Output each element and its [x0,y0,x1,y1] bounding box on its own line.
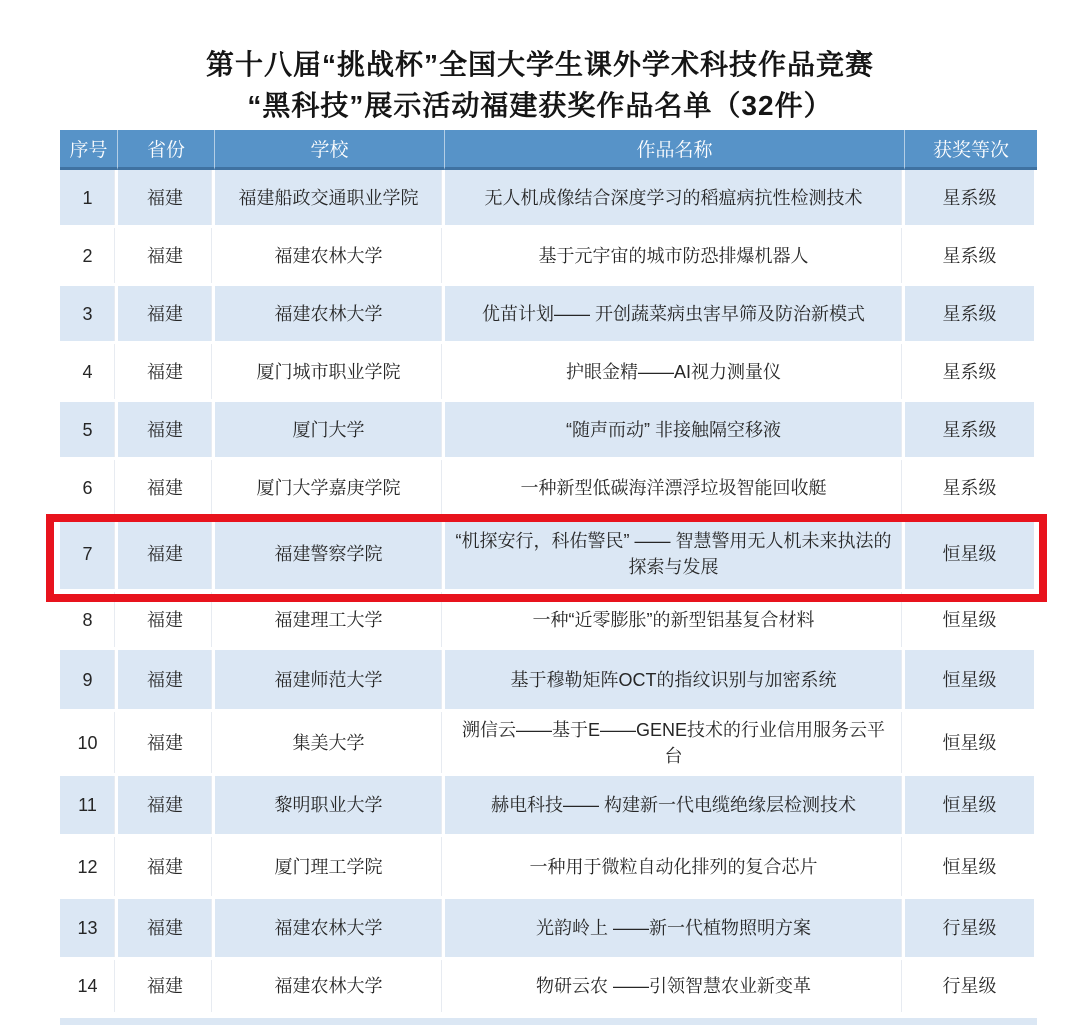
cell-province: 福建 [118,344,215,402]
cell-province: 福建 [118,170,215,228]
table-row [60,650,1037,712]
cell-award: 星系级 [905,286,1037,344]
table-row [60,899,1037,960]
cell-award: 星系级 [905,228,1037,286]
table-body [60,170,1037,1015]
cell-award: 星系级 [905,402,1037,460]
cell-work: 优苗计划—— 开创蔬菜病虫害早筛及防治新模式 [445,286,905,344]
cell-work: 物研云农 ——引领智慧农业新变革 [445,960,905,1015]
cell-no: 4 [60,344,118,402]
cell-award: 行星级 [905,899,1037,960]
cell-school: 厦门城市职业学院 [215,344,445,402]
cell-province: 福建 [118,286,215,344]
cell-work: 基于元宇宙的城市防恐排爆机器人 [445,228,905,286]
cell-work: 一种新型低碳海洋漂浮垃圾智能回收艇 [445,460,905,518]
cell-award: 恒星级 [905,712,1037,776]
cell-work: “机探安行，科佑警民” —— 智慧警用无人机未来执法的探索与发展 [445,518,905,592]
header-no: 序号 [60,130,118,170]
table-row [60,286,1037,344]
title-line-1: 第十八届“挑战杯”全国大学生课外学术科技作品竞赛 [205,49,874,80]
cell-no: 1 [60,170,118,228]
cell-award: 行星级 [905,960,1037,1015]
cell-award: 星系级 [905,460,1037,518]
partial-next-row [60,1018,1037,1025]
cell-school: 福建警察学院 [215,518,445,592]
cell-award: 星系级 [905,344,1037,402]
cell-province: 福建 [118,776,215,837]
cell-province: 福建 [118,228,215,286]
cell-province: 福建 [118,899,215,960]
cell-award: 恒星级 [905,650,1037,712]
cell-province: 福建 [118,460,215,518]
cell-school: 福建师范大学 [215,650,445,712]
highlighted-table-row [60,518,1037,592]
header-row [60,130,1037,170]
table-row [60,344,1037,402]
table-row [60,776,1037,837]
cell-no: 12 [60,837,118,899]
cell-work: 无人机成像结合深度学习的稻瘟病抗性检测技术 [445,170,905,228]
cell-province: 福建 [118,518,215,592]
cell-school: 集美大学 [215,712,445,776]
header-award: 获奖等次 [905,130,1037,170]
cell-no: 3 [60,286,118,344]
cell-no: 9 [60,650,118,712]
header-school: 学校 [215,130,445,170]
cell-work: 基于穆勒矩阵OCT的指纹识别与加密系统 [445,650,905,712]
table-row [60,228,1037,286]
cell-no: 6 [60,460,118,518]
cell-no: 11 [60,776,118,837]
cell-province: 福建 [118,592,215,650]
cell-work: 一种用于微粒自动化排列的复合芯片 [445,837,905,899]
page-title [0,44,1080,126]
cell-no: 5 [60,402,118,460]
table-row [60,460,1037,518]
cell-school: 厦门大学 [215,402,445,460]
header-province: 省份 [118,130,215,170]
table-row [60,960,1037,1015]
cell-school: 福建船政交通职业学院 [215,170,445,228]
cell-work: 护眼金精——AI视力测量仪 [445,344,905,402]
cell-province: 福建 [118,960,215,1015]
cell-work: 一种“近零膨胀”的新型铝基复合材料 [445,592,905,650]
cell-school: 福建理工大学 [215,592,445,650]
cell-school: 厦门理工学院 [215,837,445,899]
cell-award: 恒星级 [905,518,1037,592]
cell-no: 13 [60,899,118,960]
table-row [60,837,1037,899]
cell-province: 福建 [118,402,215,460]
cell-school: 福建农林大学 [215,960,445,1015]
cell-school: 福建农林大学 [215,286,445,344]
table-row [60,712,1037,776]
award-table [60,130,1037,1015]
cell-province: 福建 [118,712,215,776]
cell-no: 7 [60,518,118,592]
cell-award: 恒星级 [905,776,1037,837]
header-work: 作品名称 [445,130,905,170]
cell-work: “随声而动” 非接触隔空移液 [445,402,905,460]
table-row [60,402,1037,460]
cell-school: 黎明职业大学 [215,776,445,837]
cell-no: 2 [60,228,118,286]
cell-province: 福建 [118,837,215,899]
cell-work: 溯信云——基于E——GENE技术的行业信用服务云平台 [445,712,905,776]
cell-no: 14 [60,960,118,1015]
cell-award: 星系级 [905,170,1037,228]
table-row [60,592,1037,650]
cell-no: 10 [60,712,118,776]
cell-school: 厦门大学嘉庚学院 [215,460,445,518]
cell-school: 福建农林大学 [215,899,445,960]
cell-province: 福建 [118,650,215,712]
cell-work: 赫电科技—— 构建新一代电缆绝缘层检测技术 [445,776,905,837]
cell-no: 8 [60,592,118,650]
cell-award: 恒星级 [905,837,1037,899]
cell-award: 恒星级 [905,592,1037,650]
title-line-2: “黑科技”展示活动福建获奖作品名单（32件） [247,90,833,121]
table-header [60,130,1037,170]
cell-school: 福建农林大学 [215,228,445,286]
table-row [60,170,1037,228]
cell-work: 光韵岭上 ——新一代植物照明方案 [445,899,905,960]
